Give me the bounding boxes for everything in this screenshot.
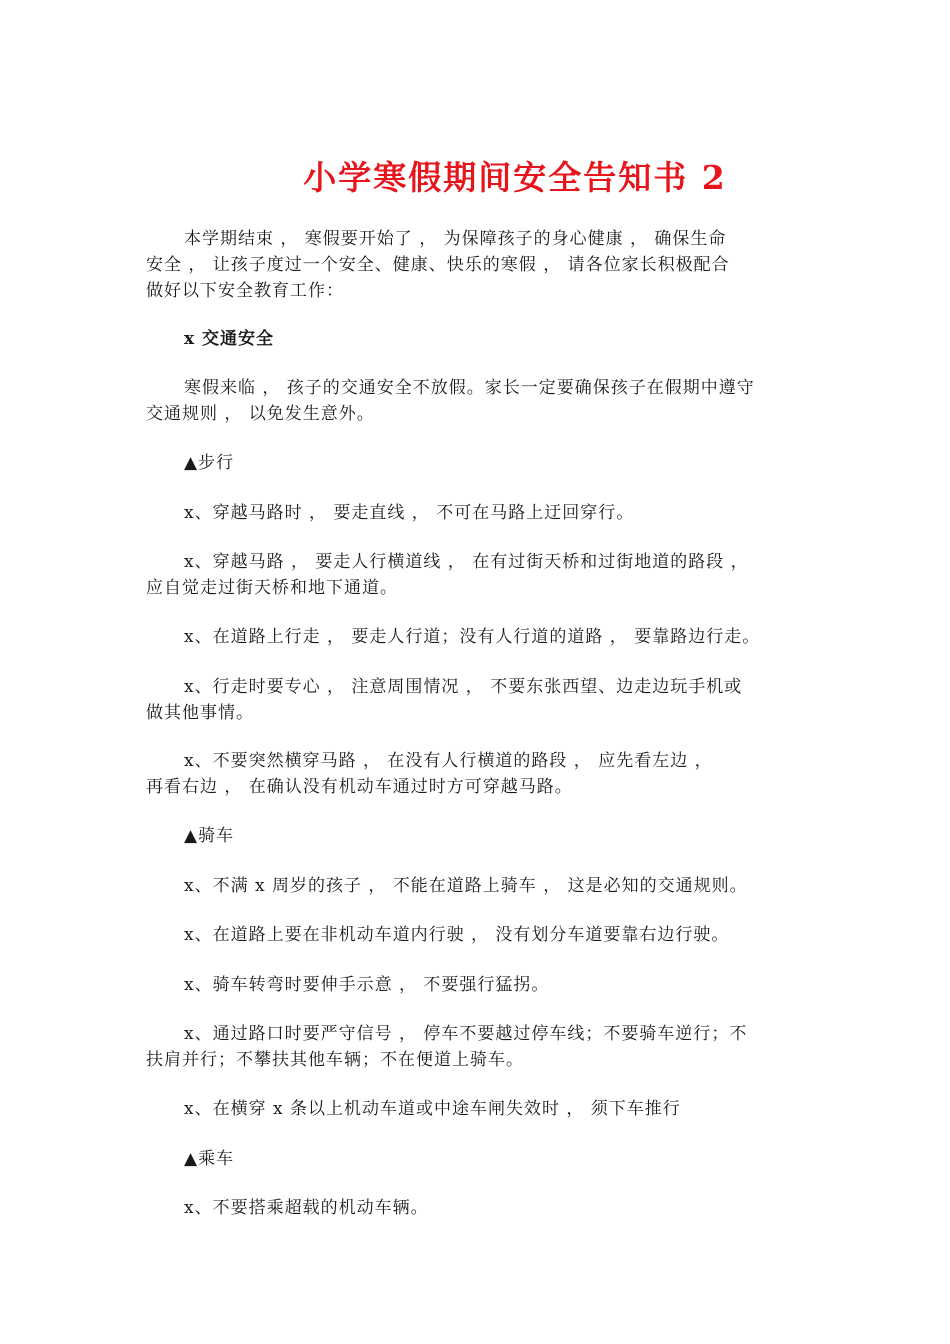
text-line: 做其他事情。 <box>146 703 254 723</box>
traffic-intro-paragraph <box>146 375 816 427</box>
section-heading-traffic <box>146 326 816 352</box>
text-line: x 交通安全 <box>184 329 275 349</box>
list-item <box>146 1096 816 1122</box>
list-item <box>146 922 816 948</box>
list-item <box>146 748 816 800</box>
text-line: x、在道路上行走 ， 要走人行道；没有人行道的道路 ， 要靠路边行走。 <box>184 627 761 647</box>
text-line: ▲步行 <box>184 453 235 473</box>
text-line: x、不要搭乘超载的机动车辆。 <box>184 1198 429 1218</box>
intro-paragraph <box>146 226 816 304</box>
text-line: 本学期结束 ， 寒假要开始了 ， 为保障孩子的身心健康 ， 确保生命 <box>184 229 727 249</box>
list-item <box>146 1021 816 1073</box>
text-line: ▲骑车 <box>184 826 235 846</box>
list-item <box>146 1195 816 1221</box>
text-line: ▲乘车 <box>184 1149 235 1169</box>
text-line: 扶肩并行；不攀扶其他车辆；不在便道上骑车。 <box>146 1050 524 1070</box>
document-title: 小学寒假期间安全告知书 2 <box>303 158 727 197</box>
subheading-cycling <box>146 823 816 849</box>
text-line: x、在道路上要在非机动车道内行驶 ， 没有划分车道要靠右边行驶。 <box>184 925 730 945</box>
list-item <box>146 972 816 998</box>
text-line: x、在横穿 x 条以上机动车道或中途车闸失效时 ， 须下车推行 <box>184 1099 681 1119</box>
text-line: 再看右边 ， 在确认没有机动车通过时方可穿越马路。 <box>146 777 573 797</box>
text-line: x、行走时要专心 ， 注意周围情况 ， 不要东张西望、边走边玩手机或 <box>184 677 743 697</box>
text-line: x、通过路口时要严守信号 ， 停车不要越过停车线；不要骑车逆行；不 <box>184 1024 748 1044</box>
text-line: x、骑车转弯时要伸手示意 ， 不要强行猛拐。 <box>184 975 550 995</box>
text-line: 做好以下安全教育工作： <box>146 281 344 301</box>
list-item <box>146 624 816 650</box>
text-line: x、穿越马路时 ， 要走直线 ， 不可在马路上迂回穿行。 <box>184 503 635 523</box>
text-line: 安全 ， 让孩子度过一个安全、健康、快乐的寒假 ， 请各位家长积极配合 <box>146 255 730 275</box>
text-line: 交通规则 ， 以免发生意外。 <box>146 404 375 424</box>
text-line: x、不要突然横穿马路 ， 在没有人行横道的路段 ， 应先看左边 ， <box>184 751 713 771</box>
list-item <box>146 549 816 601</box>
subheading-riding <box>146 1146 816 1172</box>
text-line: x、不满 x 周岁的孩子 ， 不能在道路上骑车 ， 这是必知的交通规则。 <box>184 876 748 896</box>
list-item <box>146 873 816 899</box>
text-line: 应自觉走过街天桥和地下通道。 <box>146 578 398 598</box>
list-item <box>146 500 816 526</box>
text-line: 寒假来临 ， 孩子的交通安全不放假。家长一定要确保孩子在假期中遵守 <box>184 378 755 398</box>
list-item <box>146 674 816 726</box>
text-line: x、穿越马路 ， 要走人行横道线 ， 在有过街天桥和过街地道的路段 ， <box>184 552 749 572</box>
subheading-walking <box>146 450 816 476</box>
